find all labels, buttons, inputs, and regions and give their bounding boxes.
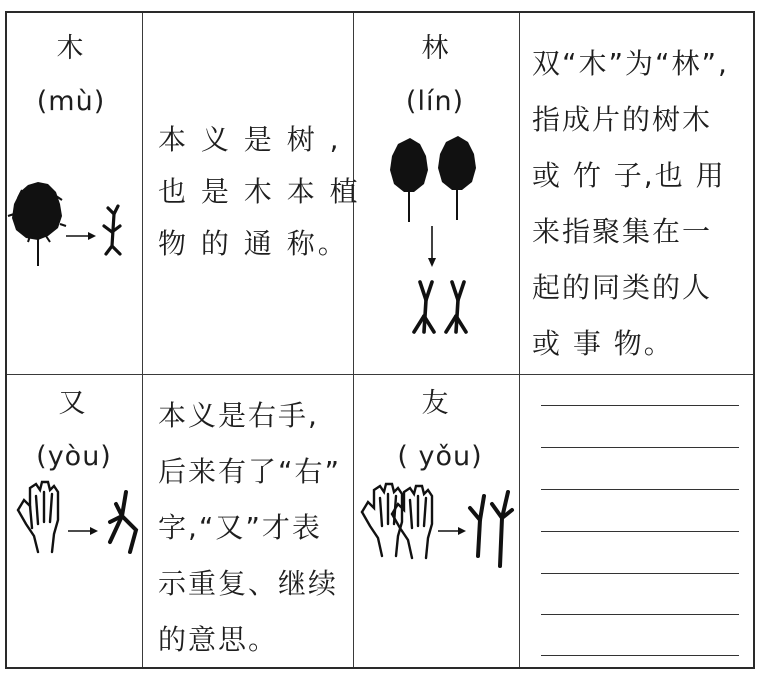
- character-lin: 林: [421, 33, 449, 64]
- answer-line[interactable]: [541, 573, 739, 574]
- answer-line[interactable]: [541, 447, 739, 448]
- answer-line[interactable]: [541, 405, 739, 406]
- arrow-icon: [438, 527, 466, 535]
- pinyin-mu: (mù): [36, 86, 106, 117]
- character-mu: 木: [56, 33, 84, 64]
- pinyin-you2: ( yǒu): [397, 441, 483, 472]
- character-you2: 友: [421, 388, 449, 419]
- two-hands-icon: [362, 484, 432, 558]
- answer-line[interactable]: [541, 655, 739, 656]
- answer-line[interactable]: [541, 489, 739, 490]
- answer-line[interactable]: [541, 614, 739, 615]
- description-mu: 本 义 是 树 , 也 是 木 本 植 物 的 通 称。: [158, 123, 361, 260]
- description-lin: 双“木”为“林”, 指成片的树木 或 竹 子,也 用 来指聚集在一 起的同类的人 或 事 物。: [532, 47, 729, 360]
- answer-line[interactable]: [541, 531, 739, 532]
- description-you: 本义是右手, 后来有了“右” 字,“又”才表 示重复、继续 的意思。: [158, 399, 342, 656]
- oracle-you2-glyph: [470, 492, 512, 566]
- pinyin-you: (yòu): [36, 441, 112, 472]
- character-you: 又: [58, 388, 86, 419]
- pinyin-lin: (lín): [405, 86, 465, 117]
